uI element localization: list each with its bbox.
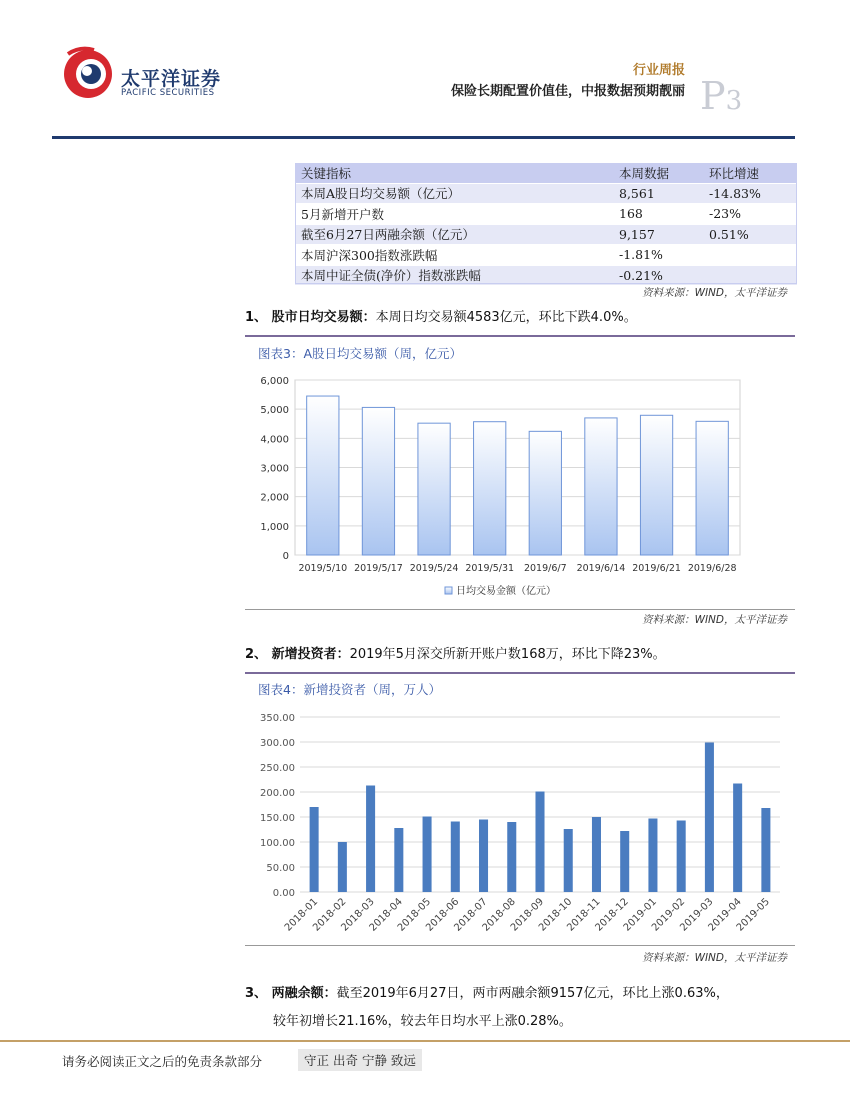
table-cell: 本周A股日均交易额（亿元） (295, 183, 613, 204)
section2-lead: 2、 新增投资者： (245, 647, 350, 662)
table-row (295, 224, 797, 245)
chart4-x-tick-label: 2018-02 (311, 896, 349, 934)
chart4-y-tick-label: 0.00 (272, 888, 295, 899)
chart4-bar (479, 820, 488, 893)
brand-name-en: PACIFIC SECURITIES (121, 88, 215, 98)
table-cell: 0.51% (703, 224, 797, 245)
chart4-x-tick-label: 2018-03 (339, 896, 377, 934)
chart4-x-tick-label: 2018-06 (424, 896, 462, 934)
chart3-y-tick-label: 4,000 (260, 434, 289, 446)
table-cell: -23% (703, 204, 797, 225)
chart3-source: 资料来源：WIND，太平洋证券 (642, 614, 787, 626)
table-header-row (295, 163, 797, 183)
chart4-bar (564, 829, 573, 892)
table-cell (703, 245, 797, 266)
chart4-title: 图表4：新增投资者（周，万人） (258, 682, 441, 697)
chart4-bar (394, 828, 403, 892)
footer-divider (0, 1040, 850, 1042)
chart4-y-tick-label: 50.00 (266, 863, 295, 874)
chart3-x-tick-label: 2019/5/17 (354, 563, 403, 574)
chart4-x-tick-label: 2018-01 (282, 896, 321, 934)
page-digit: 3 (725, 86, 743, 116)
chart3-x-tick-label: 2019/6/21 (632, 563, 681, 574)
table-cell: -0.21% (613, 265, 703, 286)
chart3-y-tick-label: 5,000 (260, 405, 289, 417)
section3-paragraph (245, 984, 729, 1004)
table-cell: -1.81% (613, 245, 703, 266)
chart4-x-tick-label: 2018-04 (367, 896, 405, 934)
page-number (700, 74, 742, 118)
chart3-bar (585, 418, 617, 555)
pacific-logo-icon (60, 44, 116, 100)
table-header-cell: 关键指标 (295, 163, 613, 183)
chart3-bar (640, 415, 672, 555)
section3-lead: 3、 两融余额： (245, 986, 337, 1001)
footer-disclaimer: 请务必阅读正文之后的免责条款部分 (62, 1054, 263, 1069)
chart4-x-tick-label: 2019-05 (734, 896, 773, 934)
chart3-bar (529, 431, 561, 555)
chart4-x-tick-label: 2018-09 (508, 896, 547, 934)
chart3-x-tick-label: 2019/5/24 (409, 563, 459, 574)
section3-line1: 截至2019年6月27日，两市两融余额9157亿元，环比上涨0.63%， (336, 986, 729, 1001)
chart4-source: 资料来源：WIND，太平洋证券 (642, 952, 787, 964)
section1-lead: 1、 股市日均交易额： (245, 310, 376, 325)
chart4-x-tick-label: 2018-05 (395, 896, 434, 934)
chart4-y-tick-label: 150.00 (260, 813, 295, 824)
chart4-y-tick-label: 250.00 (260, 763, 295, 774)
chart4-y-tick-label: 100.00 (260, 838, 295, 849)
chart3-y-tick-label: 0 (282, 551, 289, 562)
chart4-bar (423, 817, 432, 893)
chart4-y-tick-label: 350.00 (260, 713, 295, 724)
chart3-legend-swatch (445, 587, 452, 594)
chart3-bar (307, 396, 339, 555)
chart3-y-tick-label: 3,000 (260, 463, 289, 475)
brand-name-cn: 太平洋证券 (121, 68, 222, 90)
chart4-bar (451, 822, 460, 893)
table-cell (703, 265, 797, 286)
section2-text: 2019年5月深交所新开账户数168万，环比下降23%。 (349, 647, 666, 662)
table-cell: -14.83% (703, 183, 797, 204)
footer-motto: 守正 出奇 宁静 致远 (298, 1049, 422, 1071)
chart4-y-tick-label: 200.00 (260, 788, 295, 799)
chart3-bar (418, 423, 450, 555)
chart3-legend-label: 日均交易金额（亿元） (456, 586, 556, 597)
chart4-top-rule (245, 672, 795, 674)
chart4-x-tick-label: 2019-02 (649, 896, 688, 934)
chart3-x-tick-label: 2019/6/14 (576, 563, 626, 574)
chart3-y-tick-label: 6,000 (260, 376, 289, 387)
chart3-title: 图表3：A股日均交易额（周，亿元） (258, 346, 463, 361)
table-header-cell: 环比增速 (703, 163, 797, 183)
chart4-bar (761, 808, 770, 892)
chart4-y-tick-label: 300.00 (260, 738, 295, 749)
chart3-bar (696, 421, 728, 555)
chart4-bar (507, 822, 516, 892)
chart3-x-tick-label: 2019/6/7 (523, 563, 567, 574)
chart4-bar (338, 842, 347, 892)
section1-text: 本周日均交易额4583亿元，环比下跌4.0%。 (375, 310, 637, 325)
table-source: 资料来源：WIND，太平洋证券 (642, 287, 787, 299)
chart3-trading-volume (245, 365, 795, 605)
table-row (295, 265, 797, 286)
header-divider (52, 136, 795, 139)
report-type: 行业周报 (632, 63, 685, 78)
table-cell: 5月新增开户数 (295, 204, 613, 225)
table-cell: 168 (613, 204, 703, 225)
table-cell: 本周沪深300指数涨跌幅 (295, 245, 613, 266)
chart4-bar (620, 831, 629, 892)
chart4-bar (366, 786, 375, 893)
table-row (295, 245, 797, 266)
chart4-bar (733, 784, 742, 893)
chart4-x-tick-label: 2018-12 (593, 896, 631, 934)
chart3-bar (474, 422, 506, 555)
chart3-x-tick-label: 2019/6/28 (687, 563, 737, 574)
chart4-bar (310, 807, 319, 892)
chart3-y-tick-label: 1,000 (260, 521, 289, 533)
table-cell: 截至6月27日两融余额（亿元） (295, 224, 613, 245)
chart3-x-tick-label: 2019/5/10 (298, 563, 348, 574)
chart3-bar (362, 407, 394, 555)
chart4-new-investors (245, 702, 795, 944)
section1-paragraph (245, 308, 637, 328)
chart4-bar (705, 743, 714, 893)
chart4-bar (677, 821, 686, 893)
chart4-x-tick-label: 2019-03 (678, 896, 716, 934)
chart4-x-tick-label: 2018-08 (480, 896, 518, 934)
chart4-x-tick-label: 2019-01 (621, 896, 660, 934)
chart4-bar (592, 817, 601, 892)
chart4-x-tick-label: 2018-07 (452, 896, 490, 934)
chart4-bar (535, 792, 544, 893)
table-row (295, 183, 797, 204)
section2-paragraph (245, 645, 666, 665)
chart3-bottom-rule (245, 609, 795, 610)
key-metrics-table (295, 163, 797, 286)
chart4-bottom-rule (245, 945, 795, 946)
table-row (295, 204, 797, 225)
chart3-y-tick-label: 2,000 (260, 492, 289, 504)
chart4-x-tick-label: 2018-10 (537, 896, 575, 934)
chart4-x-tick-label: 2019-04 (706, 896, 744, 934)
chart4-bar (648, 819, 657, 893)
table-cell: 本周中证全债(净价）指数涨跌幅 (295, 265, 613, 286)
section3-paragraph-line2: 较年初增长21.16%，较去年日均水平上涨0.28%。 (273, 1014, 572, 1029)
table-cell: 8,561 (613, 183, 703, 204)
table-cell: 9,157 (613, 224, 703, 245)
chart3-x-tick-label: 2019/5/31 (465, 563, 515, 574)
chart3-top-rule (245, 335, 795, 337)
report-title: 保险长期配置价值佳，中报数据预期靓丽 (450, 84, 685, 99)
page-letter: P (700, 74, 726, 118)
table-header-cell: 本周数据 (613, 163, 703, 183)
chart4-x-tick-label: 2018-11 (565, 896, 603, 934)
